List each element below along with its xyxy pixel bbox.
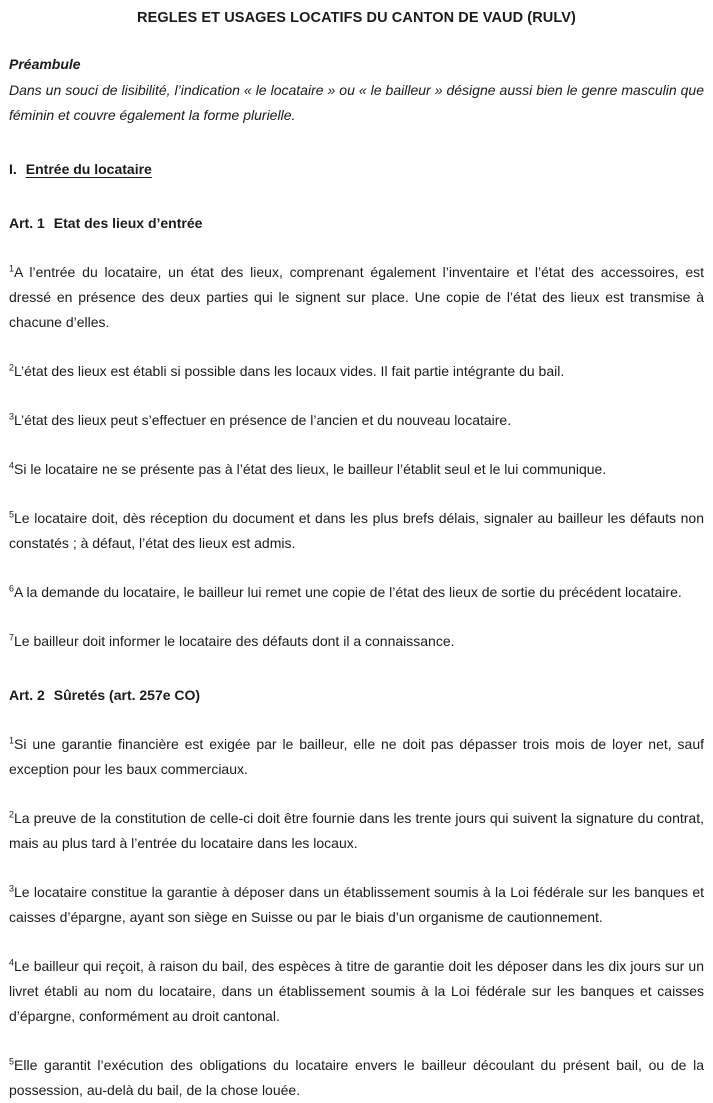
paragraph-superscript: 5 bbox=[9, 1056, 15, 1067]
article-2-paragraph-2 bbox=[9, 806, 704, 856]
paragraph-superscript: 5 bbox=[9, 509, 15, 520]
article-1-number: Art. 1 bbox=[9, 215, 45, 231]
section-title: Entrée du locataire bbox=[25, 161, 152, 177]
paragraph-text: Elle garantit l’exécution des obligations du locataire envers le bailleur découlant du présent bail, ou de la possession, au-delà du bail, de la chose louée. bbox=[9, 1057, 704, 1098]
paragraph-superscript: 3 bbox=[9, 883, 15, 894]
paragraph-text: La preuve de la constitution de celle-ci doit être fournie dans les trente jours qui suivent la signature du contrat, mais au plus tard à l’entrée du locataire dans les locaux. bbox=[9, 810, 704, 851]
article-1-paragraph-2 bbox=[9, 359, 704, 384]
paragraph-text: Le locataire doit, dès réception du document et dans les plus brefs délais, signaler au bailleur les défauts non constatés ; à défaut, l’état des lieux est admis. bbox=[9, 510, 704, 551]
paragraph-superscript: 7 bbox=[9, 632, 15, 643]
paragraph-superscript: 6 bbox=[9, 583, 15, 594]
article-2-number: Art. 2 bbox=[9, 687, 45, 703]
paragraph-text: Le bailleur qui reçoit, à raison du bail, des espèces à titre de garantie doit les déposer dans les dix jours sur un livret établi au nom du locataire, dans un établissement soumis à la Loi fédérale sur les banques et caisses d’épargne, conformément au droit cantonal. bbox=[9, 958, 704, 1024]
paragraph-superscript: 3 bbox=[9, 411, 15, 422]
paragraph-superscript: 4 bbox=[9, 957, 15, 968]
section-heading-entree-du-locataire bbox=[9, 157, 704, 182]
article-2-paragraph-4 bbox=[9, 954, 704, 1029]
article-1-title: Etat des lieux d’entrée bbox=[53, 215, 203, 231]
article-1-heading bbox=[9, 211, 704, 236]
paragraph-text: Si une garantie financière est exigée par le bailleur, elle ne doit pas dépasser trois mois de loyer net, sauf exception pour les baux commerciaux. bbox=[9, 736, 704, 777]
article-2-paragraph-3 bbox=[9, 880, 704, 930]
article-1-paragraph-5 bbox=[9, 506, 704, 556]
article-1-paragraph-4 bbox=[9, 457, 704, 482]
paragraph-text: Si le locataire ne se présente pas à l’état des lieux, le bailleur l’établit seul et le lui communique. bbox=[14, 461, 607, 477]
paragraph-text: A la demande du locataire, le bailleur lui remet une copie de l’état des lieux de sortie du précédent locataire. bbox=[14, 584, 682, 600]
article-2-paragraph-1 bbox=[9, 732, 704, 782]
paragraph-superscript: 1 bbox=[9, 735, 15, 746]
document-title: REGLES ET USAGES LOCATIFS DU CANTON DE VAUD (RULV) bbox=[137, 10, 576, 26]
preamble-heading: Préambule bbox=[9, 56, 81, 72]
article-2-title: Sûretés (art. 257e CO) bbox=[53, 687, 201, 703]
paragraph-superscript: 2 bbox=[9, 809, 15, 820]
paragraph-text: L’état des lieux est établi si possible dans les locaux vides. Il fait partie intégrante du bail. bbox=[14, 363, 565, 379]
article-1-paragraph-3 bbox=[9, 408, 704, 433]
article-1-paragraph-6 bbox=[9, 580, 704, 605]
paragraph-text: L’état des lieux peut s’effectuer en présence de l’ancien et du nouveau locataire. bbox=[14, 412, 512, 428]
paragraph-text: Le locataire constitue la garantie à déposer dans un établissement soumis à la Loi fédérale sur les banques et caisses d’épargne, ayant son siège en Suisse ou par le biais d’un organisme de cautionnement. bbox=[9, 884, 704, 925]
paragraph-superscript: 4 bbox=[9, 460, 15, 471]
article-2-paragraph-5 bbox=[9, 1053, 704, 1103]
paragraph-superscript: 2 bbox=[9, 362, 15, 373]
preamble-body: Dans un souci de lisibilité, l’indication « le locataire » ou « le bailleur » désigne aussi bien le genre masculin que féminin et couvre également la forme plurielle. bbox=[9, 82, 704, 123]
article-1-paragraph-1 bbox=[9, 260, 704, 335]
article-2-heading bbox=[9, 683, 704, 708]
paragraph-text: A l’entrée du locataire, un état des lieux, comprenant également l’inventaire et l’état des accessoires, est dressé en présence des deux parties qui le signent sur place. Une copie de l’état des lieux est transmise à chacune d’elles. bbox=[9, 264, 704, 330]
paragraph-text: Le bailleur doit informer le locataire des défauts dont il a connaissance. bbox=[14, 633, 455, 649]
section-number: I. bbox=[9, 161, 17, 177]
article-1-paragraph-7 bbox=[9, 629, 704, 654]
paragraph-superscript: 1 bbox=[9, 263, 15, 274]
